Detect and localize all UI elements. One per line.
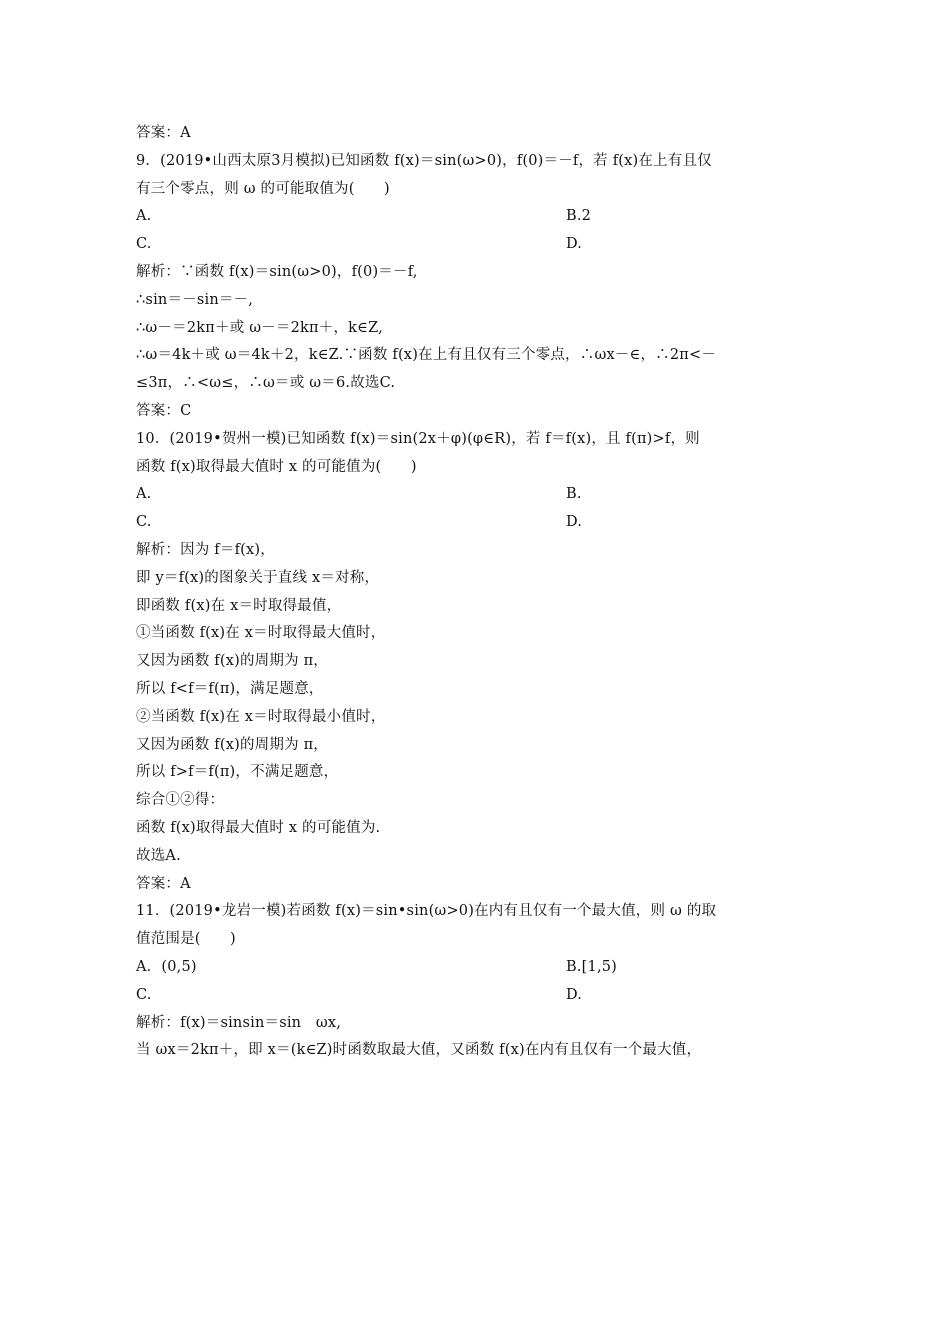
option-text: B. bbox=[566, 486, 582, 502]
text-line: C. bbox=[136, 987, 152, 1003]
text-line: 当 ωx＝2kπ＋，即 x＝(k∈Z)时函数取最大值，又函数 f(x)在内有且仅有一个最大值， bbox=[136, 1042, 702, 1058]
text-line: 所以 f>f＝f(π)，不满足题意， bbox=[136, 764, 339, 780]
text-line: 10．(2019•贺州一模)已知函数 f(x)＝sin(2x＋φ)(φ∈R)，若 f＝f(x)，且 f(π)>f，则 bbox=[136, 431, 700, 447]
text-line: 9．(2019•山西太原3月模拟)已知函数 f(x)＝sin(ω>0)，f(0)＝－f，若 f(x)在上有且仅 bbox=[136, 153, 712, 169]
text-line: ①当函数 f(x)在 x＝时取得最大值时， bbox=[136, 625, 386, 641]
text-line: C. bbox=[136, 236, 152, 252]
text-line: A. bbox=[136, 486, 152, 502]
text-line: C. bbox=[136, 514, 152, 530]
text-line: A. bbox=[136, 208, 152, 224]
text-line: 答案：C bbox=[136, 403, 192, 419]
text-line: ∴ω＝4k＋或 ω＝4k＋2，k∈Z.∵函数 f(x)在上有且仅有三个零点，∴ωx－∈，∴2π<－ bbox=[136, 347, 717, 363]
text-line: 所以 f<f＝f(π)，满足题意， bbox=[136, 681, 324, 697]
text-line: 解析：因为 f＝f(x)， bbox=[136, 542, 275, 558]
text-line: 答案：A bbox=[136, 125, 191, 141]
text-line: 即函数 f(x)在 x＝时取得最值， bbox=[136, 598, 342, 614]
text-line: ②当函数 f(x)在 x＝时取得最小值时， bbox=[136, 709, 386, 725]
text-line: 有三个零点，则 ω 的可能取值为( ) bbox=[136, 181, 390, 197]
option-text: D. bbox=[566, 514, 583, 530]
option-text: B.[1,5) bbox=[566, 959, 618, 975]
text-line: 解析：∵函数 f(x)＝sin(ω>0)，f(0)＝－f, bbox=[136, 264, 418, 280]
text-line: 又因为函数 f(x)的周期为 π， bbox=[136, 737, 329, 753]
text-line: 故选A. bbox=[136, 848, 181, 864]
text-line: ≤3π，∴<ω≤，∴ω＝或 ω＝6.故选C. bbox=[136, 375, 396, 391]
text-line: ∴ω－＝2kπ＋或 ω－＝2kπ＋，k∈Z, bbox=[136, 320, 383, 336]
option-text: D. bbox=[566, 236, 583, 252]
text-line: A．(0,5) bbox=[136, 959, 197, 975]
text-line: 11．(2019•龙岩一模)若函数 f(x)＝sin•sin(ω>0)在内有且仅有一个最大值，则 ω 的取 bbox=[136, 903, 717, 919]
text-line: 答案：A bbox=[136, 876, 191, 892]
text-line: 解析：f(x)＝sinsin＝sin ωx, bbox=[136, 1015, 342, 1031]
text-line: 综合①②得： bbox=[136, 792, 225, 808]
option-text: D. bbox=[566, 987, 583, 1003]
text-line: 即 y＝f(x)的图象关于直线 x＝对称， bbox=[136, 570, 380, 586]
text-line: 又因为函数 f(x)的周期为 π， bbox=[136, 653, 329, 669]
text-line: ∴sin＝－sin＝－, bbox=[136, 292, 254, 308]
text-line: 函数 f(x)取得最大值时 x 的可能值为( ) bbox=[136, 459, 417, 475]
option-text: B.2 bbox=[566, 208, 592, 224]
text-line: 函数 f(x)取得最大值时 x 的可能值为. bbox=[136, 820, 381, 836]
text-line: 值范围是( ) bbox=[136, 931, 236, 947]
